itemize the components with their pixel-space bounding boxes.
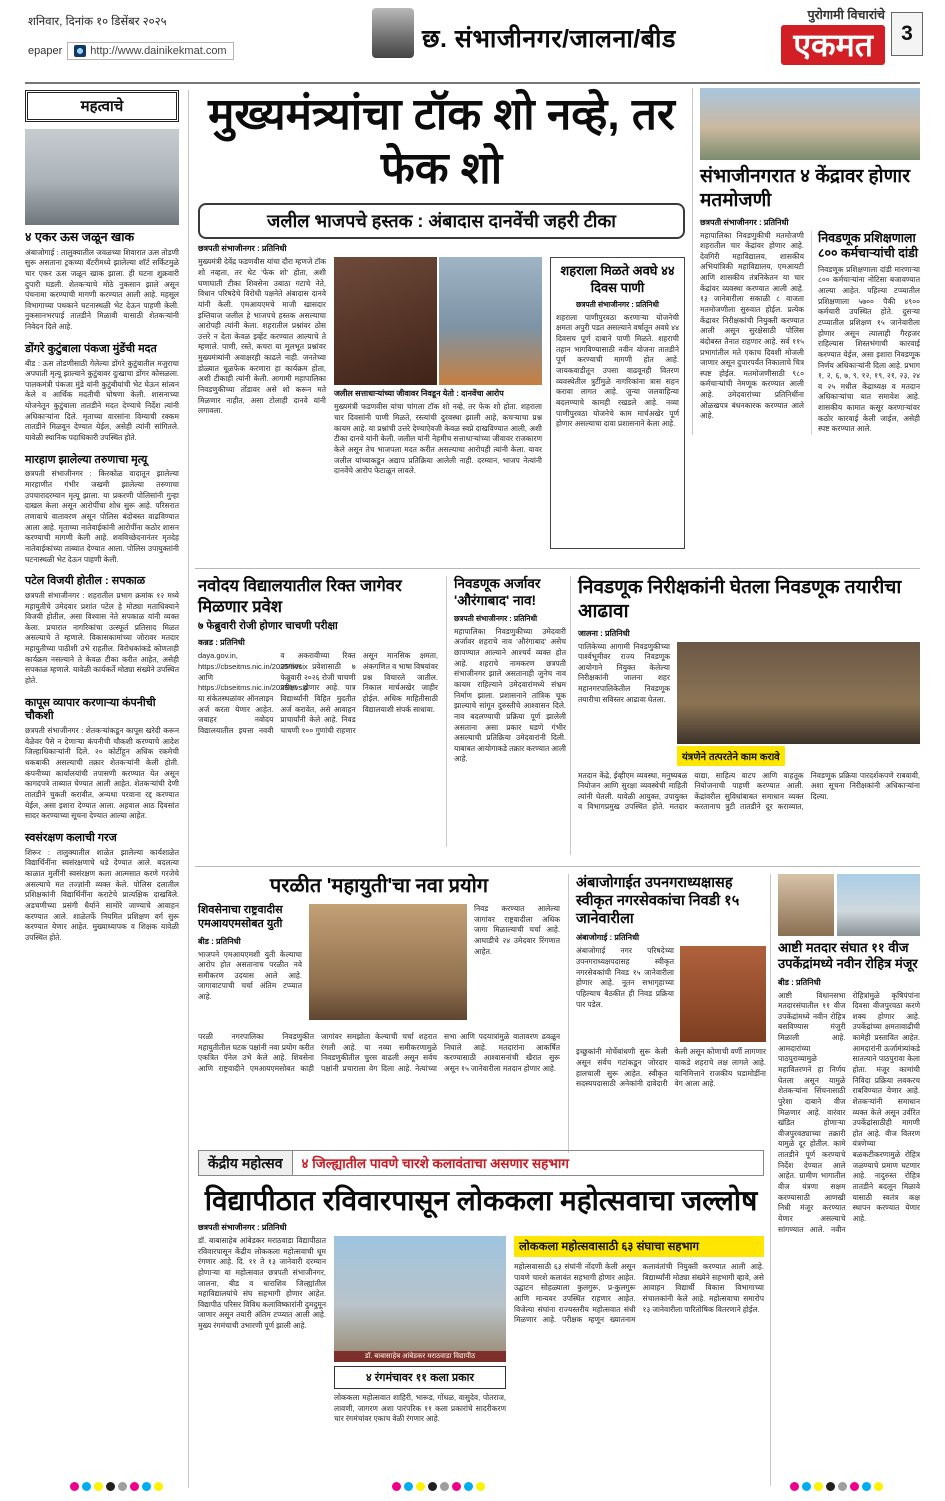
ashti-body: आष्टी विधानसभा मतदारसंघातील ११ वीज उपकेंद्रांमध्ये नवीन रोहित्र बसविण्यास मंजुरी मिळाली आहे. आमदारांच्या पाठपुराव्यामुळे महावितरणने हा निर्णय घेतला असून यामुळे शेतकऱ्यांना सिंचनासाठी पुरेशा दाबाने वीज मिळणार आहे. वारंवार खंडित होणाऱ्या वीजपुरवठ्याच्या तक्रारी यामुळे दूर होतील. कामे तातडीने पूर्ण करण्याचे निर्देश देण्यात आले आहेत. ग्रामीण भागातील वीज यंत्रणा सक्षम करण्यासाठी आणखी निधी मंजूर करण्यात येणार असल्याचे सांगण्यात आले. नवीन रोहित्रांमुळे कृषिपंपांना दिवसा वीजपुरवठा करणे शक्य होणार आहे. उपकेंद्रांच्या क्षमतावाढीची कामेही प्रस्तावित आहेत. आमदारांनी ऊर्जामंत्र्यांकडे सातत्याने पाठपुरावा केला होता. मंजूर कामांची निविदा प्रक्रिया लवकरच राबविण्यात येणार आहे. शेतकऱ्यांनी समाधान व्यक्त केले असून उर्वरित उपकेंद्रांसाठीही मागणी होत आहे. वीज वितरण यंत्रणेच्या बळकटीकरणामुळे रोहित्र जळण्याचे प्रमाण घटणार आहे. नादुरुस्त रोहित्र तातडीने बदलून मिळावे यासाठी स्वतंत्र कक्ष स्थापन करण्यात येणार आहे. — [778, 990, 920, 1234]
registration-dot — [790, 1482, 799, 1491]
brief-body: छत्रपती संभाजीनगर : किरकोळ वादातून झालेल्या मारहाणीत गंभीर जखमी झालेल्या तरुणाचा उपचारादरम्यान मृत्यू झाला. या प्रकरणी पोलिसांनी गुन्हा दाखल केला असून आरोपींचा शोध सुरू आहे. परिसरात तणावाचे वातावरण असून पोलिस बंदोबस्त वाढविण्यात आला आहे. मृताच्या नातेवाईकांनी आरोपींना कठोर शासन करण्याची मागणी केली आहे. शवविच्छेदनानंतर मृतदेह नातेवाईकांच्या ताब्यात देण्यात आला. पोलिस उपायुक्तांनी घटनास्थळी भेट देऊन पाहणी केली. — [25, 469, 179, 564]
counting-byline: छत्रपती संभाजीनगर : प्रतिनिधी — [700, 217, 789, 227]
festival-story — [198, 1150, 764, 1488]
parli-headline: परळीत 'महायुती'चा नवा प्रयोग — [269, 875, 489, 897]
photo-power-substation — [837, 874, 920, 936]
navodaya-body: daya.gov.in, https://cbseitms.nic.in/2025/nvsix आणि https://cbseitms.nic.in/2025/nvsxi या संकेतस्थळांवर ऑनलाइन अर्ज करता येणार आहेत. जवाहर नवोदय विद्यालयातील इयत्ता नववी व अकरावीच्या रिक्त जागांवर प्रवेशासाठी ७ फेब्रुवारी २०२६ रोजी चाचणी परीक्षा होणार आहे. पात्र विद्यार्थ्यांनी विहित मुदतीत अर्ज करावेत, असे आवाहन प्राचार्यांनी केले आहे. निवड चाचणी १०० गुणांची राहणार असून मानसिक क्षमता, अंकगणित व भाषा विषयांवर प्रश्न विचारले जातील. निकाल मार्चअखेर जाहीर होईल. अधिक माहितीसाठी विद्यालयाशी संपर्क साधावा. — [198, 651, 438, 735]
festival-col1: डॉ. बाबासाहेब आंबेडकर मराठवाडा विद्यापीठात रविवारपासून केंद्रीय लोककला महोत्सवाची धूम रंगणार आहे. दि. ११ ते १३ जानेवारी दरम्यान होणाऱ्या या महोत्सवात छत्रपती संभाजीनगर, जालना, बीड व धाराशिव जिल्ह्यांतील महाविद्यालयांचे संघ सहभागी होणार आहेत. विद्यापीठ परिसर विविध कलाविष्कारांनी दुमदुमून जाणार असून तयारी अंतिम टप्प्यात आली आहे. मुख्य रंगमंचाची उभारणी पूर्ण झाली आहे. — [198, 1236, 326, 1331]
observer-photo-caption: यंत्रणेने तत्परतेने काम करावे — [677, 746, 785, 766]
registration-dot — [106, 1482, 115, 1491]
lead-byline: छत्रपती संभाजीनगर : प्रतिनिधी — [198, 244, 287, 254]
festival-kicker-right: ४ जिल्ह्यातील पावणे चारशे कलावंताचा असणार सहभाग — [301, 1156, 569, 1171]
registration-dot — [118, 1482, 127, 1491]
festival-headline: विद्यापीठात रविवारपासून लोककला महोत्सवाचा जल्लोष — [204, 1185, 758, 1216]
navodaya-deck: ७ फेब्रुवारी रोजी होणार चाचणी परीक्षा — [198, 620, 338, 633]
navodaya-story — [198, 576, 438, 861]
parli-intro: भाजपने एमआयएमशी युती केल्याचा आरोप होत असतानाच परळीत नवे समीकरण उदयास आले आहे. जागावाटपाची चर्चा अंतिम टप्प्यात आहे. — [198, 949, 302, 1002]
brand-logo: एकमत — [781, 25, 885, 65]
parli-byline: बीड : प्रतिनिधी — [198, 936, 241, 946]
observer-story — [570, 576, 920, 855]
registration-dot — [838, 1482, 847, 1491]
registration-dot — [862, 1482, 871, 1491]
epaper-label: epaper — [28, 45, 63, 57]
brief-lead-body: अंबाजोगाई : तालुक्यातील जवळच्या शिवारात ऊस तोडणी सुरू असताना ट्रकच्या बॅटरीमध्ये झालेल्या शॉर्ट सर्किटमुळे चार एकर ऊस जळून खाक झाला. ही घटना शुक्रवारी दुपारी घडली. शेतकऱ्याचे मोठे नुकसान झाले असून पंचनामा करण्याची मागणी करण्यात आली आहे. महसूल विभागाच्या पथकाने घटनास्थळी भेट देऊन पाहणी केली. नुकसानभरपाई तातडीने मिळावी यासाठी शेतकऱ्यांनी निवेदन दिले आहे. — [25, 247, 179, 332]
globe-icon — [74, 45, 86, 57]
registration-dot — [392, 1482, 401, 1491]
aurangabad-story — [446, 576, 566, 847]
registration-dot — [70, 1482, 79, 1491]
lead-story — [198, 88, 685, 549]
festival-col3: महोत्सवासाठी ६३ संघांनी नोंदणी केली असून पावणे चारशे कलावंत सहभागी होणार आहेत. उद्घाटन सोहळ्याला कुलगुरू, प्र-कुलगुरू आणि मान्यवर उपस्थित राहणार आहेत. विजेत्या संघांना राज्यस्तरीय महोत्सवात संधी मिळणार आहे. परीक्षक म्हणून ख्यातनाम कलावंतांची नियुक्ती करण्यात आली आहे. विद्यार्थ्यांनी मोठ्या संख्येने सहभागी व्हावे, असे आवाहन विद्यार्थी विकास विभागाच्या संचालकांनी केले आहे. महोत्सवाचा समारोप १३ जानेवारीला पारितोषिक वितरणाने होईल. — [514, 1262, 764, 1325]
brief-title: स्वसंरक्षण कलाची गरज — [25, 831, 117, 844]
training-headline: निवडणूक प्रशिक्षणाला ८०० कर्मचाऱ्यांची दांडी — [818, 230, 919, 261]
navodaya-headline: नवोदय विद्यालयातील रिक्त जागेवर मिळणार प्रवेश — [198, 577, 402, 616]
parli-body: परळी नगरपालिका निवडणुकीत महायुतीतील घटक पक्षांनी नवा प्रयोग करीत एकत्रित पॅनेल उभे केले आहे. शिवसेना आणि राष्ट्रवादीने एमआयएमसोबत काही जागांवर समझोता केल्याची चर्चा शहरात रंगली आहे. या नव्या समीकरणामुळे निवडणुकीतील चुरस वाढली असून सर्वच पक्षांनी प्रचाराला वेग दिला आहे. नेत्यांच्या सभा आणि पदयात्रांमुळे वातावरण ढवळून निघाले आहे. मतदारांना आकर्षित करण्यासाठी आश्वासनांची खैरात सुरू असून १५ जानेवारीला मतदान होणार आहे. — [198, 1032, 560, 1073]
registration-dot — [404, 1482, 413, 1491]
page-number-box: 3 — [891, 12, 923, 56]
registration-dot — [130, 1482, 139, 1491]
registration-dot — [440, 1482, 449, 1491]
lead-photo-caption: जलील सत्ताधाऱ्यांच्या जीवावर निवडून येतो : दानवेंचा आरोप — [334, 389, 504, 399]
brief-lead-title: ४ एकर ऊस जळून खाक — [25, 230, 135, 244]
counting-headline: संभाजीनगरात ४ केंद्रावर होणार मतमोजणी — [700, 166, 910, 211]
section-divider — [195, 866, 920, 867]
observer-byline: जालना : प्रतिनिधी — [578, 628, 630, 638]
registration-dot — [416, 1482, 425, 1491]
registration-dot — [826, 1482, 835, 1491]
aurangabad-body: महापालिका निवडणुकीच्या उमेदवारी अर्जावर शहराचे नाव 'औरंगाबाद' असेच छापण्यात आल्याने आश्चर्य व्यक्त होत आहे. शहराचे नामकरण छत्रपती संभाजीनगर झाले असतानाही जुनेच नाव कायम राहिल्याने उमेदवारांमध्ये संभ्रम निर्माण झाला. प्रशासनाने तांत्रिक चूक झाल्याचे सांगून दुरुस्तीचे आश्वासन दिले. नाव बदलण्याची प्रक्रिया पूर्ण झालेली असताना असा प्रकार घडणे गंभीर असल्याची प्रतिक्रिया उमेदवारांनी दिली. याबाबत आयोगाकडे तक्रार करण्यात आली आहे. — [454, 626, 566, 764]
photo-ambajogai-building — [680, 946, 766, 1042]
brief-body: बीड : ऊस तोडणीसाठी गेलेल्या डोंगरे कुटुंबातील मजुराचा अपघाती मृत्यू झाल्याने कुटुंबावर दुःखाचा डोंगर कोसळला. पालकमंत्री पंकजा मुंडे यांनी कुटुंबीयांची भेट घेऊन सांत्वन केले व आर्थिक मदतीची घोषणा केली. शासनाच्या योजनेतून कुटुंबाला तातडीने मदत देण्याचे निर्देश त्यांनी अधिकाऱ्यांना दिले. मृताच्या वारसांना विम्याची रक्कम तातडीने मिळवून देण्यात येईल, असेही त्यांनी सांगितले. यावेळी स्थानिक पदाधिकारी उपस्थित होते. — [25, 358, 179, 442]
brief-body: शिरूर : तालुक्यातील शाळेत झालेल्या कार्यशाळेत विद्यार्थिनींना स्वसंरक्षणाचे धडे देण्यात आले. बदलत्या काळात मुलींनी स्वसंरक्षण कला आत्मसात करणे गरजेचे असल्याचे मत तज्ज्ञांनी व्यक्त केले. पोलिस दलातील प्रशिक्षकांनी विद्यार्थिनींना कराटेचे प्रात्यक्षिक दाखविले. अडचणीच्या प्रसंगी धैर्याने सामोरे जाण्याचे आवाहन करण्यात आले. शाळेतर्फे नियमित प्रशिक्षण वर्ग सुरू करण्यात येणार आहेत. मुख्याध्यापक व शिक्षक यावेळी उपस्थित होते. — [25, 847, 179, 942]
registration-dot — [142, 1482, 151, 1491]
photo-university-gate — [334, 1236, 506, 1362]
observer-col1: पालिकेच्या आगामी निवडणुकीच्या पार्श्वभूमीवर राज्य निवडणूक आयोगाने नियुक्त केलेल्या निरीक्षकांनी जालना शहर महानगरपालिकेतील निवडणूक तयारीचा सविस्तर आढावा घेतला. — [578, 641, 670, 704]
aurangabad-byline: छत्रपती संभाजीनगर : प्रतिनिधी — [454, 613, 538, 623]
registration-dot — [476, 1482, 485, 1491]
parli-col-right: निवड करण्यात आलेल्या जागांवर राष्ट्रवादीला अधिक जागा मिळाल्याची चर्चा आहे. आघाडीचे २४ उमेदवार रिंगणात आहेत. — [474, 904, 560, 956]
photo-jaleel — [334, 257, 437, 385]
brief-body: छत्रपती संभाजीनगर : शेतकऱ्यांकडून कापूस खरेदी करून वेळेवर पैसे न देणाऱ्या कंपनीची चौकशी करण्याचे आदेश जिल्हाधिकाऱ्यांनी दिले. २० कोटींहून अधिक रकमेची थकबाकी असल्याची तक्रार शेतकऱ्यांनी केली होती. कंपनीच्या कार्यालयांची तपासणी करण्यात येत असून कागदपत्रे ताब्यात घेण्यात आली आहेत. शेतकऱ्यांची देणी तातडीने चुकती करावीत, अन्यथा परवाना रद्द करण्यात येईल, असा इशारा देण्यात आला. अहवाल आठ दिवसांत सादर करण्याच्या सूचना देण्यात आल्या आहेत. — [25, 726, 179, 821]
lead-headline: मुख्यमंत्र्यांचा टॉक शो नव्हे, तर फेक शो — [208, 90, 675, 193]
site-url[interactable]: http://www.dainikekmat.com — [90, 45, 227, 57]
ambajogai-story — [568, 874, 766, 1153]
brief-title: मारहाण झालेल्या तरुणाचा मृत्यू — [25, 453, 148, 466]
observer-headline: निवडणूक निरीक्षकांनी घेतला निवडणूक तयारीचा आढावा — [578, 577, 902, 622]
date-line: शनिवार, दिनांक १० डिसेंबर २०२५ — [28, 16, 167, 28]
masthead-rule — [25, 82, 920, 84]
counting-story — [692, 88, 920, 435]
university-photo-caption: डॉ. बाबासाहेब आंबेडकर मराठवाडा विद्यापीठ — [334, 1351, 506, 1362]
festival-highlight-box: लोककला महोत्सवासाठी ६३ संघाचा सहभाग — [514, 1236, 764, 1257]
brief-title: डोंगरे कुटुंबाला पंकजा मुंडेंची मदत — [25, 342, 157, 355]
site-url-box — [67, 42, 233, 60]
festival-stage-box: ४ रंगमंचावर ११ कला प्रकार — [334, 1366, 506, 1389]
lead-kicker: जलील भाजपचे हस्तक : अंबादास दानवेंची जहरी टीका — [198, 203, 685, 239]
water-box — [550, 257, 685, 549]
brief-body: छत्रपती संभाजीनगर : शहरातील प्रभाग क्रमांक १२ मध्ये महायुतीचे उमेदवार प्रशांत पटेल हे मोठ्या मताधिक्याने विजयी होतील, असा विश्वास नेते सपकाळ यांनी व्यक्त केला. प्रचारात नागरिकांचा उत्स्फूर्त प्रतिसाद मिळत असल्याचे ते म्हणाले. विकासकामांच्या जोरावर मतदार महायुतीच्या पाठीशी उभे राहतील. विरोधकांकडे कोणताही कार्यक्रम नसल्याने ते केवळ टीका करीत आहेत, असेही सपकाळ म्हणाले. यावेळी कार्यकर्ते मोठ्या संख्येने उपस्थित होते. — [25, 590, 179, 686]
registration-dot — [94, 1482, 103, 1491]
left-rail — [25, 90, 189, 1488]
ambajogai-headline: अंबाजोगाईत उपनगराध्यक्षासह स्वीकृत नगरसेवकांचा निवडी १५ जानेवारीला — [576, 875, 740, 928]
ashti-story — [770, 874, 920, 1486]
ambajogai-byline: अंबाजोगाई : प्रतिनिधी — [576, 933, 640, 943]
parli-story — [198, 874, 560, 1150]
ashti-headline: आष्टी मतदार संघात ११ वीज उपकेंद्रांमध्ये नवीन रोहित्र मंजूर — [778, 940, 918, 972]
aurangabad-headline: निवडणूक अर्जावर 'औरंगाबाद' नाव! — [454, 576, 541, 608]
registration-dot — [464, 1482, 473, 1491]
parli-subhead: शिवसेनाचा राष्ट्रवादीस एमआयएमसोबत युती — [198, 904, 283, 930]
photo-cane-fire — [25, 129, 179, 225]
festival-kicker-left: केंद्रीय महोत्सव — [199, 1151, 293, 1175]
registration-dot — [814, 1482, 823, 1491]
water-box-title: शहराला मिळते अवघे ४४ दिवस पाणी — [560, 263, 675, 295]
registration-dot — [874, 1482, 883, 1491]
registration-dot — [82, 1482, 91, 1491]
registration-dot — [452, 1482, 461, 1491]
section-divider — [195, 568, 920, 569]
brief-title: कापूस व्यापार करणाऱ्या कंपनीची चौकशी — [25, 696, 156, 723]
print-marks-left — [70, 1478, 166, 1496]
ambajogai-body2: इच्छुकांनी मोर्चेबांधणी सुरू केली असून सर्वच गटांकडून जोरदार हालचाली सुरू आहेत. स्वीकृत सदस्यपदासाठी अनेकांनी दावेदारी केली असून कोणाची वर्णी लागणार याकडे शहराचे लक्ष लागले आहे. यानिमित्ताने राजकीय घडामोडींना वेग आला आहे. — [576, 1047, 766, 1089]
festival-byline: छत्रपती संभाजीनगर : प्रतिनिधी — [198, 1223, 287, 1232]
water-box-body: शहराला पाणीपुरवठा करणाऱ्या योजनेची क्षमता अपुरी पडत असल्याने वर्षातून अवघे ४४ दिवसच पूर्ण दाबाने पाणी मिळते. शहराची तहान भागविण्यासाठी नवीन योजना तातडीने पूर्ण करण्याची मागणी होत आहे. जायकवाडीतून उपसा वाढवूनही वितरण व्यवस्थेतील त्रुटींमुळे नागरिकांना त्रास सहन करावा लागत आहे. जुन्या जलवाहिन्या बदलण्याचे कामही रखडले आहे. नव्या पाणीपुरवठा योजनेचे काम मार्चअखेर पूर्ण होणार असल्याचा दावा प्रशासनाने केला आहे. — [556, 312, 679, 429]
photo-mla-portrait — [778, 874, 834, 936]
registration-dot — [428, 1482, 437, 1491]
festival-col2: लोककला महोत्सवात शाहिरी, भारूड, गोंधळ, वासुदेव, पोतराज, लावणी, जागरण अशा पारंपरिक ११ कला प्रकारांचे सादरीकरण चार रंगमंचांवर एकाच वेळी रंगणार आहे. — [334, 1393, 506, 1424]
observer-body2: मतदान केंद्रे, ईव्हीएम व्यवस्था, मनुष्यबळ नियोजन आणि सुरक्षा व्यवस्थेची माहिती त्यांनी घेतली. यावेळी आयुक्त, उपायुक्त व विभागप्रमुख उपस्थित होते. मतदार याद्या, साहित्य वाटप आणि वाहतूक नियोजनाची पाहणी करण्यात आली. केंद्रांवरील सुविधांबाबत समाधान व्यक्त करतानाच त्रुटी तातडीने दूर कराव्यात, निवडणूक प्रक्रिया पारदर्शकपणे राबवावी, अशा सूचना निरीक्षकांनी अधिकाऱ्यांना दिल्या. — [578, 770, 920, 812]
print-marks-center — [392, 1478, 488, 1496]
masthead-emblem — [372, 8, 414, 58]
print-marks-right — [790, 1478, 886, 1496]
lead-col2: मुख्यमंत्री फडणवीस यांचा चांगला टॉक शो नव्हे, तर फेक शो होता. शहराला चार दिवसांनी पाणी मिळते, रस्त्यांची दुरवस्था झाली आहे, कचऱ्याचा प्रश्न कायम आहे. या प्रश्नांची उत्तरे देण्याऐवजी केवळ स्वप्ने दाखविण्यात आली, अशी टीका दानवे यांनी केली. जलील यांनी नेहमीच सत्ताधाऱ्यांच्या जीवावर राजकारण केले असून तेच भाजपला मदत करीत असल्याचा आरोपही त्यांनी केला. यावर जलील यांच्याकडून अद्याप प्रतिक्रिया आलेली नाही. दरम्यान, भाजप नेत्यांनी दानवेंचे आरोप फेटाळून लावले. — [334, 402, 542, 476]
lead-col1: मुख्यमंत्री देवेंद्र फडणवीस यांचा दौरा म्हणजे टॉक शो नव्हता, तर थेट 'फेक शो' होता, अशी घणाघाती टीका शिवसेना उबाठा गटाचे नेते, विधान परिषदेचे विरोधी पक्षनेते अंबादास दानवे यांनी केली. एमआयएमचे माजी खासदार इम्तियाज जलील हे भाजपचे हस्तक असल्याचा आरोपही त्यांनी केला. शहरातील प्रश्नांवर ठोस उत्तरे न देता केवळ इव्हेंट करण्यात आल्याचे ते म्हणाले. पाणी, रस्ते, कचरा या मूलभूत प्रश्नांवर मुख्यमंत्र्यांनी अवाक्षरही काढले नाही. जनतेच्या डोळ्यात धूळफेक करणारा हा कार्यक्रम होता, अशी टीकाही त्यांनी केली. आगामी महापालिका निवडणुकीच्या तोंडावर असे शो करून मते मिळणार नाहीत, असा टोलाही दानवे यांनी लगावला. — [198, 257, 326, 416]
navodaya-byline: कन्नड : प्रतिनिधी — [198, 638, 245, 648]
edition-title: छ. संभाजीनगर/जालना/बीड — [422, 25, 676, 53]
left-rail-section-title: महत्वाचे — [25, 90, 179, 122]
ashti-byline: बीड : प्रतिनिधी — [778, 977, 821, 987]
training-body: निवडणूक प्रशिक्षणाला दांडी मारणाऱ्या ८०० कर्मचाऱ्यांना नोटिसा बजावण्यात आल्या आहेत. पहिल्या टप्प्यातील प्रशिक्षणाला ५७०० पैकी ४९०० कर्मचारी उपस्थित होते. दुसऱ्या टप्प्यातील प्रशिक्षण १५ जानेवारीला होणार असून त्यालाही गैरहजर राहिल्यास शिस्तभंगाची कारवाई करण्यात येईल, असा इशारा निवडणूक निर्णय अधिकाऱ्यांनी दिला आहे. प्रभाग १, २, ६, ७, ९, १२, १९, २१, २३, २४ व २५ मधील केंद्राध्यक्ष व मतदान अधिकाऱ्यांचा यात समावेश आहे. शासकीय कामात कसूर करणाऱ्यांवर कठोर कारवाई केली जाईल, असेही स्पष्ट करण्यात आले. — [818, 264, 920, 434]
photo-municipal-building — [700, 88, 920, 160]
brief-title: पटेल विजयी होतील : सपकाळ — [25, 575, 146, 588]
registration-dot — [802, 1482, 811, 1491]
registration-dot — [154, 1482, 163, 1491]
registration-dot — [850, 1482, 859, 1491]
counting-body: महापालिका निवडणुकीची मतमोजणी शहरातील चार केंद्रांवर होणार आहे. देवगिरी महाविद्यालय, शासकीय अभियांत्रिकी महाविद्यालय, एमआयटी आणि शासकीय तंत्रनिकेतन या चार केंद्रांवर व्यवस्था करण्यात आली आहे. १३ जानेवारीला सकाळी ८ वाजता मतमोजणीला सुरुवात होईल. प्रत्येक केंद्रावर निरीक्षकांची नियुक्ती करण्यात आली असून सुरक्षेसाठी पोलिस बंदोबस्त तैनात राहणार आहे. सर्व ११५ प्रभागांतील मते एकाच दिवशी मोजली जाणार असून दुपारपर्यंत निकालाचे चित्र स्पष्ट होईल. मतमोजणीसाठी ९८० कर्मचाऱ्यांची नेमणूक करण्यात आली आहे. उमेदवारांच्या प्रतिनिधींना ओळखपत्र बंधनकारक करण्यात आले आहे. — [700, 230, 804, 421]
brand-tagline: पुरोगामी विचारांचे — [807, 8, 885, 22]
photo-danve — [439, 257, 542, 385]
ambajogai-col1: अंबाजोगाई नगर परिषदेच्या उपनगराध्यक्षपदासह स्वीकृत नगरसेवकांची निवड १५ जानेवारीला होणार आहे. नूतन सभागृहाच्या पहिल्याच बैठकीत ही निवड प्रक्रिया पार पडेल. — [576, 946, 674, 1009]
photo-observer-meeting — [677, 642, 920, 744]
photo-parli-alliance — [309, 904, 467, 1020]
water-box-byline: छत्रपती संभाजीनगर : प्रतिनिधी — [575, 299, 659, 309]
